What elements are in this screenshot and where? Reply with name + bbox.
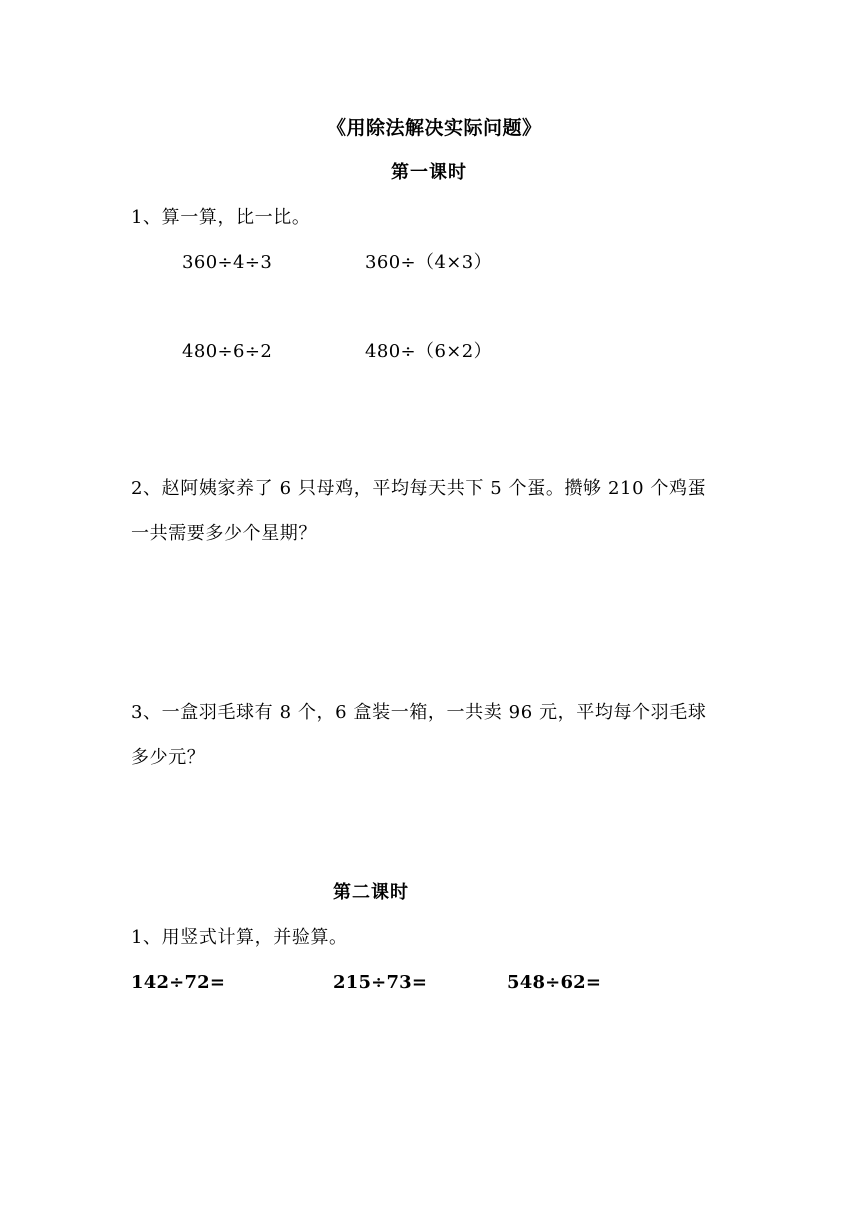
expression-142-div-72: 142÷72= bbox=[131, 972, 226, 993]
document-title: 《用除法解决实际问题》 bbox=[327, 117, 542, 139]
expression-480-div-6-div-2: 480÷6÷2 bbox=[182, 341, 273, 362]
expression-480-div-6x2: 480÷（6×2） bbox=[365, 341, 493, 362]
lesson-1-question-2-line-2: 一共需要多少个星期？ bbox=[131, 523, 317, 544]
expression-215-div-73: 215÷73= bbox=[333, 972, 428, 993]
lesson-1-question-2-line-1: 2、赵阿姨家养了 6 只母鸡，平均每天共下 5 个蛋。攒够 210 个鸡蛋 bbox=[131, 478, 707, 499]
expression-360-div-4x3: 360÷（4×3） bbox=[365, 252, 493, 273]
lesson-2-heading: 第二课时 bbox=[333, 882, 409, 903]
lesson-1-question-1: 1、算一算，比一比。 bbox=[131, 207, 311, 228]
expression-360-div-4-div-3: 360÷4÷3 bbox=[182, 252, 273, 273]
lesson-1-question-3-line-1: 3、一盒羽毛球有 8 个，6 盒装一箱，一共卖 96 元，平均每个羽毛球 bbox=[131, 702, 707, 723]
lesson-2-question-1: 1、用竖式计算，并验算。 bbox=[131, 927, 348, 948]
lesson-1-question-3-line-2: 多少元？ bbox=[131, 747, 206, 768]
expression-548-div-62: 548÷62= bbox=[507, 972, 602, 993]
lesson-1-heading: 第一课时 bbox=[391, 162, 467, 183]
